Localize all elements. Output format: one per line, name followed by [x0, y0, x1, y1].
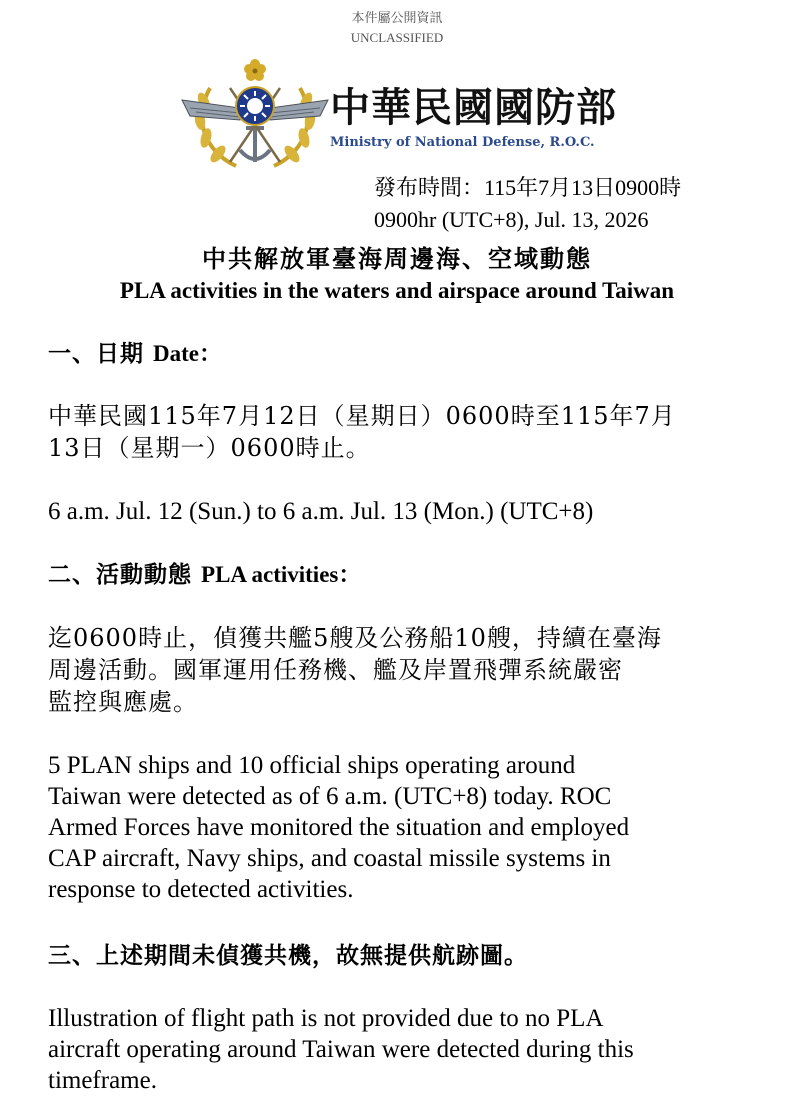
section-heading-date-colon: ： — [199, 340, 223, 367]
section-heading-activities-zh: 二、活動動態 — [48, 561, 192, 588]
date-paragraph-zh-line: 13日（星期一）0600時止。 — [48, 434, 371, 462]
document-title-en: PLA activities in the waters and airspace around Taiwan — [119, 278, 675, 303]
flight-path-paragraph-en-line: aircraft operating around Taiwan were detected during this — [48, 1036, 634, 1063]
activities-paragraph-zh-line: 迄0600時止，偵獲共艦5艘及公務船10艘，持續在臺海 — [48, 624, 662, 652]
flight-path-paragraph-en — [48, 1003, 748, 1096]
activities-paragraph-zh-line: 周邊活動。國軍運用任務機、艦及岸置飛彈系統嚴密 — [48, 656, 623, 684]
section-heading-date-zh: 一、日期 — [48, 340, 144, 367]
section-heading-date-en: Date — [153, 341, 199, 366]
section-heading-date — [48, 338, 223, 370]
activities-paragraph-en-line: Armed Forces have monitored the situation and employed — [48, 814, 630, 841]
section-heading-flight-path: 三、上述期間未偵獲共機，故無提供航跡圖。 — [48, 942, 528, 969]
activities-paragraph-en-line: 5 PLAN ships and 10 official ships operating around — [48, 752, 576, 779]
activities-paragraph-en-line: response to detected activities. — [48, 876, 354, 903]
flight-path-paragraph-en-line: timeframe. — [48, 1067, 157, 1094]
activities-paragraph-en-line: CAP aircraft, Navy ships, and coastal missile systems in — [48, 845, 611, 872]
flight-path-paragraph-en-line: Illustration of flight path is not provided due to no PLA — [48, 1005, 604, 1032]
section-heading-activities — [48, 559, 362, 591]
release-time-en: 0900hr (UTC+8), Jul. 13, 2026 — [374, 207, 649, 232]
release-time-zh: 發布時間：115年7月13日0900時 — [374, 175, 682, 200]
date-paragraph-zh-line: 中華民國115年7月12日（星期日）0600時至115年7月 — [48, 402, 676, 430]
date-paragraph-en — [48, 496, 748, 527]
activities-paragraph-en — [48, 750, 748, 905]
ministry-name-zh: 中華民國國防部 — [330, 85, 617, 131]
release-time — [374, 172, 681, 236]
classification-en: UNCLASSIFIED — [350, 30, 444, 45]
activities-paragraph-zh — [48, 622, 748, 718]
activities-paragraph-zh-line: 監控與應處。 — [48, 688, 198, 716]
date-paragraph-en-line: 6 a.m. Jul. 12 (Sun.) to 6 a.m. Jul. 13 (Mon.) (UTC+8) — [48, 498, 594, 525]
ministry-name-en: Ministry of National Defense, R.O.C. — [330, 135, 595, 150]
section-heading-activities-colon: ： — [338, 561, 363, 588]
mnd-emblem-icon — [180, 58, 330, 170]
activities-paragraph-en-line: Taiwan were detected as of 6 a.m. (UTC+8) today. ROC — [48, 783, 612, 810]
date-paragraph-zh — [48, 400, 748, 464]
section-heading-activities-en: PLA activities — [201, 562, 339, 587]
document-title-zh: 中共解放軍臺海周邊海、空域動態 — [202, 244, 592, 273]
classification-zh: 本件屬公開資訊 — [351, 10, 443, 25]
classification-marking — [0, 8, 794, 48]
